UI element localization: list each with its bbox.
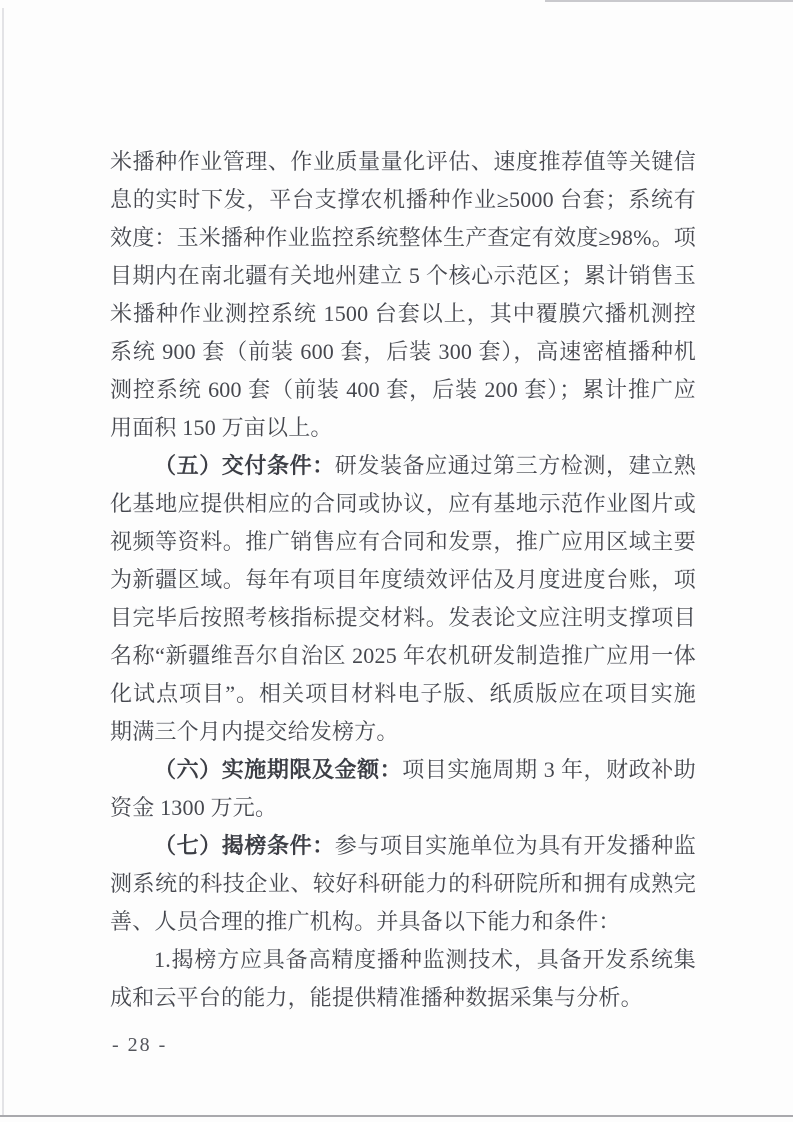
section-heading-seven: （七）揭榜条件： [154, 833, 335, 858]
paragraph-text: 米播种作业管理、作业质量量化评估、速度推荐值等关键信息的实时下发，平台支撑农机播种作业≥5000 台套；系统有效度：玉米播种作业监控系统整体生产查定有效度≥98%。项目期内在南北疆有关地州建立 5 个核心示范区；累计销售玉米播种作业测控系统 1500 台套以上，其中覆膜穴播机测控系统 900 套（前装 600 套，后装 300 套），高速密植播种机测控系统 600 套（前装 400 套，后装 200 套）；累计推广应用面积 150 万亩以上。 [110, 149, 697, 440]
paragraph-continuation [110, 143, 696, 447]
paragraph-delivery-conditions [110, 447, 696, 751]
paragraph-capability-item-1 [110, 941, 696, 1017]
paragraph-text: 1.揭榜方应具备高精度播种监测技术，具备开发系统集成和云平台的能力，能提供精准播种数据采集与分析。 [110, 947, 696, 1010]
section-heading-six: （六）实施期限及金额： [154, 757, 403, 782]
paragraph-duration-amount [110, 751, 696, 827]
document-body [110, 143, 696, 1017]
section-heading-five: （五）交付条件： [154, 453, 335, 478]
paragraph-bid-conditions [110, 827, 696, 941]
paragraph-text: 研发装备应通过第三方检测，建立熟化基地应提供相应的合同或协议，应有基地示范作业图片或视频等资料。推广销售应有合同和发票，推广应用区域主要为新疆区域。每年有项目年度绩效评估及月度进度台账，项目完毕后按照考核指标提交材料。发表论文应注明支撑项目名称“新疆维吾尔自治区 2025 年农机研发制造推广应用一体化试点项目”。相关项目材料电子版、纸质版应在项目实施期满三个月内提交给发榜方。 [110, 453, 696, 744]
paragraph-text: 参与项目实施单位为具有开发播种监测系统的科技企业、较好科研能力的科研院所和拥有成熟完善、人员合理的推广机构。并具备以下能力和条件： [110, 833, 696, 934]
scan-edge-bottom [0, 1115, 793, 1117]
scan-edge-left [2, 8, 4, 1116]
paragraph-text: 项目实施周期 3 年，财政补助资金 1300 万元。 [110, 757, 696, 820]
page-number: - 28 - [112, 1034, 168, 1056]
scan-edge-top [545, 0, 793, 2]
